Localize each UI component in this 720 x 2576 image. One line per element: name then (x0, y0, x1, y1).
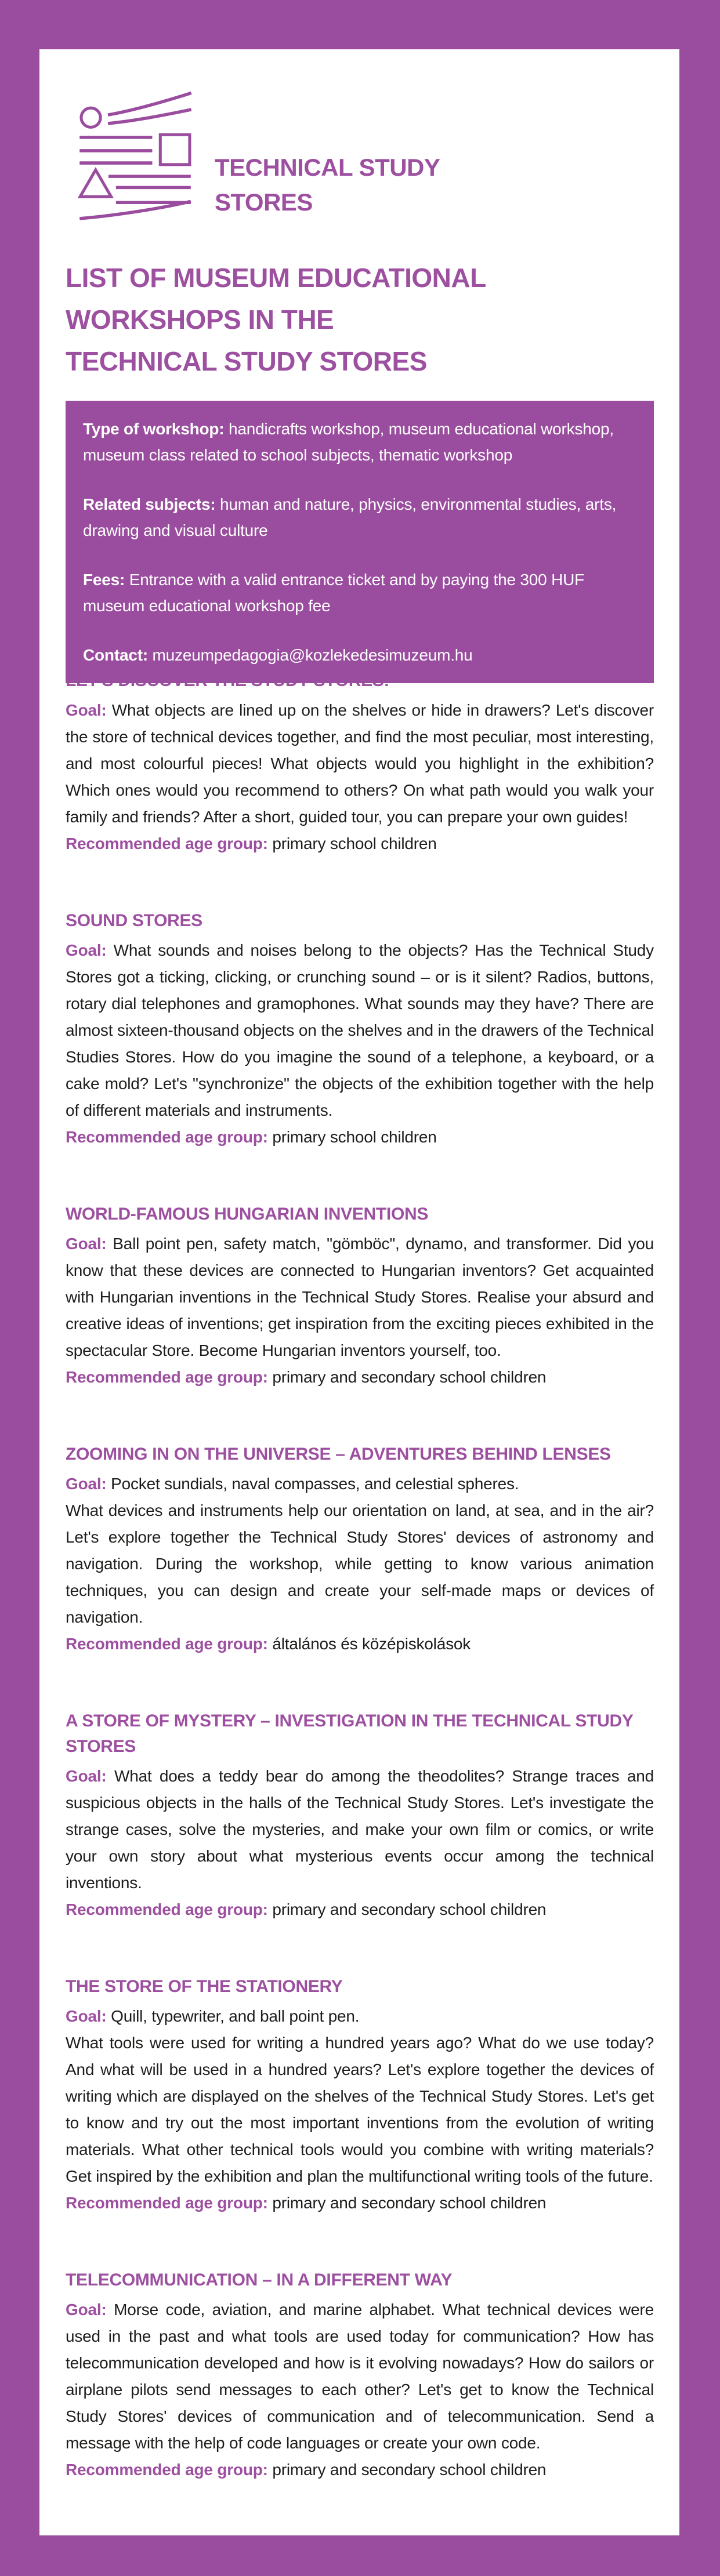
age-label: Recommended age group: (66, 1128, 268, 1146)
section-goal (66, 937, 654, 1124)
page-title-line2: WORKSHOPS IN THE (66, 304, 334, 335)
section-age (66, 1124, 654, 1151)
goal-text: What objects are lined up on the shelves or hide in drawers? Let's discover the store of technical devices together, and find the most peculiar, most interesting, and most colourful pieces! What objects would you highlight in the exhibition? Which ones would you recommend to others? On what path would you walk your family and friends? After a short, guided tour, you can prepare your own guides! (66, 701, 654, 826)
age-label: Recommended age group: (66, 835, 268, 852)
section-title: WORLD-FAMOUS HUNGARIAN INVENTIONS (66, 1204, 429, 1224)
section-goal (66, 1763, 654, 1896)
age-label: Recommended age group: (66, 2461, 268, 2479)
section-goal-continued: What tools were used for writing a hundred years ago? What do we use today? And what will be used in a hundred years? Let's explore together the devices of writing which are displayed on the shelves of the Technical Study Stores. Let's get to know and try out the most important inventions from the evolution of writing materials. What other technical tools would you combine with writing materials? Get inspired by the exhibition and plan the multifunctional writing tools of the future. (66, 2034, 654, 2185)
page-title-line1: LIST OF MUSEUM EDUCATIONAL (66, 263, 486, 293)
logo (74, 49, 654, 222)
section-hungarian-inventions (66, 1202, 654, 1391)
workshop-info-box (66, 401, 654, 683)
section-goal (66, 2003, 654, 2030)
section-goal (66, 1231, 654, 1364)
section-title: A STORE OF MYSTERY – INVESTIGATION IN THE TECHNICAL STUDY STORES (66, 1711, 634, 1756)
section-goal (66, 697, 654, 830)
info-value: human and nature, physics, environmental studies, arts, drawing and visual culture (83, 495, 617, 539)
goal-label: Goal: (66, 701, 107, 719)
goal-text: Quill, typewriter, and ball point pen. (111, 2007, 360, 2025)
goal-label: Goal: (66, 1475, 107, 1493)
logo-wordmark (215, 150, 440, 220)
section-zooming-universe (66, 1442, 654, 1657)
section-goal (66, 2296, 654, 2457)
section-telecommunication (66, 2267, 654, 2483)
section-age (66, 830, 654, 857)
section-goal (66, 1471, 654, 1497)
section-stationery (66, 1974, 654, 2216)
section-sound-stores (66, 908, 654, 1151)
section-discover (66, 668, 654, 857)
info-item-fees (83, 567, 636, 619)
info-value: handicrafts workshop, museum educational workshop, museum class related to school subjects, thematic workshop (83, 420, 614, 464)
section-goal-continued: What devices and instruments help our orientation on land, at sea, and in the air? Let's explore together the Technical Study Stores' devices of astronomy and navigation. During the workshop, while getting to know various animation techniques, you can design and create your self-made maps or devices of navigation. (66, 1501, 654, 1626)
goal-label: Goal: (66, 2007, 107, 2025)
section-age (66, 2457, 654, 2483)
goal-label: Goal: (66, 1767, 107, 1785)
info-value: Entrance with a valid entrance ticket and by paying the 300 HUF museum educational workshop fee (83, 571, 585, 615)
age-label: Recommended age group: (66, 1635, 268, 1653)
info-item-contact (83, 642, 636, 668)
age-text: primary school children (272, 835, 437, 852)
section-store-of-mystery (66, 1708, 654, 1923)
page-title-line3: TECHNICAL STUDY STORES (66, 346, 427, 376)
age-text: primary and secondary school children (272, 2194, 547, 2212)
info-item-type (83, 416, 636, 468)
flyer-sheet (39, 49, 679, 2535)
goal-label: Goal: (66, 2301, 107, 2319)
goal-text: Pocket sundials, naval compasses, and celestial spheres. (111, 1475, 519, 1493)
age-text: primary and secondary school children (272, 2461, 547, 2479)
info-label: Type of workshop: (83, 420, 225, 438)
age-text: primary school children (272, 1128, 437, 1146)
section-title: THE STORE OF THE STATIONERY (66, 1977, 343, 1996)
section-title: SOUND STORES (66, 911, 202, 930)
page-title (66, 257, 654, 382)
goal-label: Goal: (66, 941, 107, 959)
museum-logo-icon (74, 91, 196, 222)
goal-label: Goal: (66, 1235, 107, 1253)
info-label: Fees: (83, 571, 125, 589)
section-age (66, 1631, 654, 1657)
goal-text: What sounds and noises belong to the objects? Has the Technical Study Stores got a ticking, clicking, or crunching sound – or is it silent? Radios, buttons, rotary dial telephones and gramophones. What sounds may they have? There are almost sixteen-thousand objects on the shelves and in the drawers of the Technical Studies Stores. How do you imagine the sound of a telephone, a keyboard, or a cake mold? Let's "synchronize" the objects of the exhibition together with the help of different materials and instruments. (66, 941, 654, 1119)
section-age (66, 1896, 654, 1923)
age-text: általános és középiskolások (272, 1635, 471, 1653)
age-label: Recommended age group: (66, 2194, 268, 2212)
contact-email: muzeumpedagogia@kozlekedesimuzeum.hu (152, 646, 473, 664)
age-text: primary and secondary school children (272, 1900, 547, 1918)
logo-wordmark-line1: TECHNICAL STUDY (215, 154, 440, 181)
section-age (66, 2190, 654, 2216)
goal-text: What does a teddy bear do among the theodolites? Strange traces and suspicious objects in the halls of the Technical Study Stores. Let's investigate the strange cases, solve the mysteries, and make your own film or comics, or write your own story about what mysterious events occur among the technical inventions. (66, 1767, 654, 1892)
goal-text: Ball point pen, safety match, "gömböc", dynamo, and transformer. Did you know that these devices are connected to Hungarian inventors? Get acquainted with Hungarian inventions in the Technical Study Stores. Realise your absurd and creative ideas of inventions; get inspiration from the exciting pieces exhibited in the spectacular Store. Become Hungarian inventors yourself, too. (66, 1235, 654, 1359)
logo-wordmark-line2: STORES (215, 188, 313, 216)
info-label: Contact: (83, 646, 148, 664)
goal-text: Morse code, aviation, and marine alphabet. What technical devices were used in the past and what tools are used today for communication? How has telecommunication developed and how is it evolving nowadays? How do sailors or airplane pilots send messages to each other? Let's get to know the Technical Study Stores' devices of communication and of telecommunication. Send a message with the help of code languages or create your own code. (66, 2301, 654, 2452)
section-age (66, 1364, 654, 1391)
section-title: TELECOMMUNICATION – IN A DIFFERENT WAY (66, 2270, 453, 2290)
info-label: Related subjects: (83, 495, 216, 513)
flyer-page (0, 49, 720, 2535)
age-label: Recommended age group: (66, 1900, 268, 1918)
age-label: Recommended age group: (66, 1368, 268, 1386)
age-text: primary and secondary school children (272, 1368, 547, 1386)
section-title: ZOOMING IN ON THE UNIVERSE – ADVENTURES BEHIND LENSES (66, 1445, 611, 1464)
info-item-subjects (83, 491, 636, 543)
